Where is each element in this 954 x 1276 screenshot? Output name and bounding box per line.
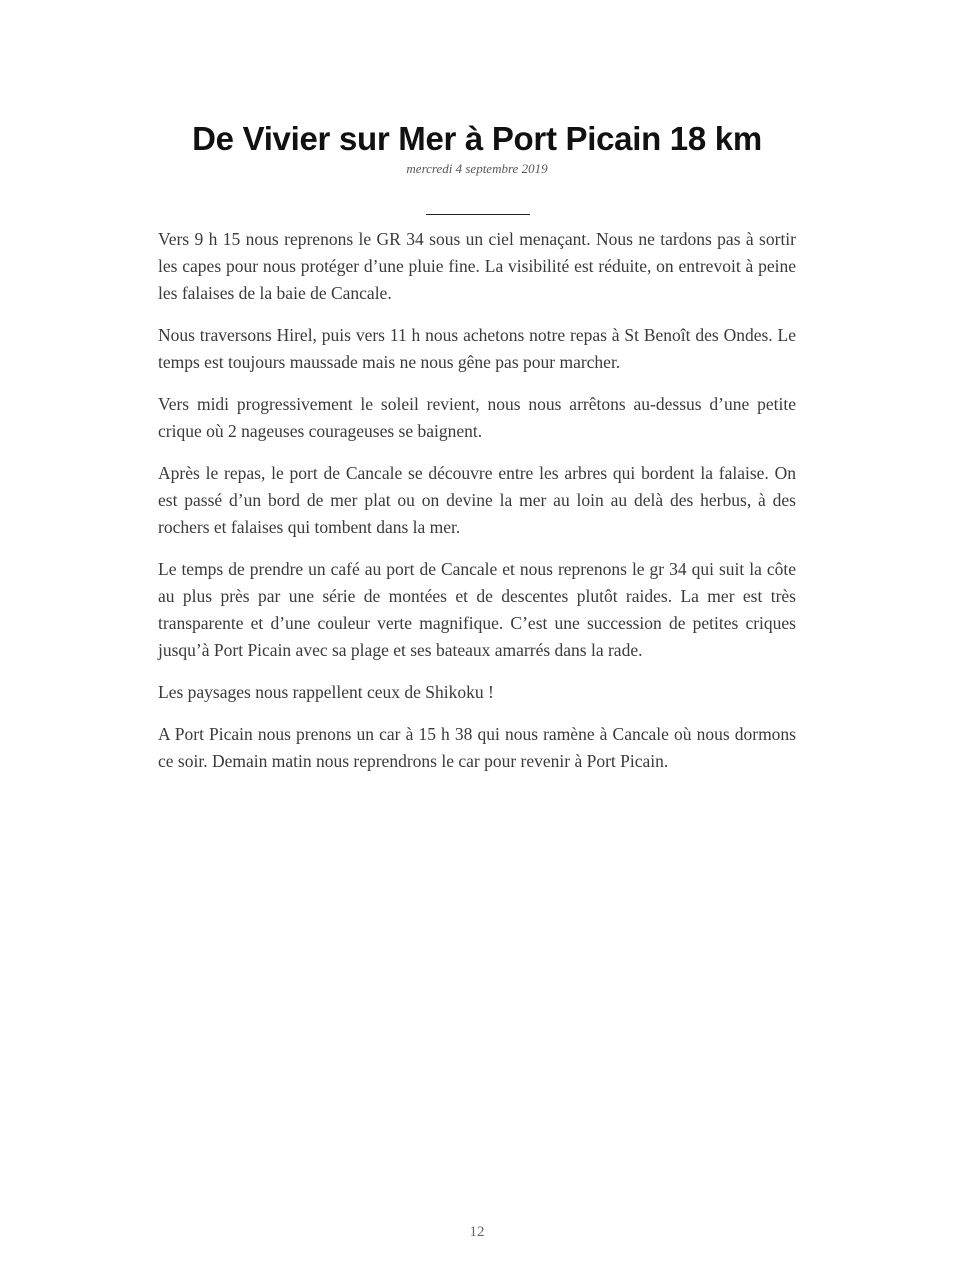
paragraph: Les paysages nous rappellent ceux de Shikoku !	[158, 682, 494, 702]
body-text	[158, 226, 796, 790]
paragraph: Le temps de prendre un café au port de Cancale et nous reprenons le gr 34 qui suit la côte au plus près par une série de montées et de descentes plutôt raides. La mer est très transparente et d’une couleur verte magnifique. C’est une succession de petites criques jusqu’à Port Picain avec sa plage et ses bateaux amarrés dans la rade.	[158, 559, 796, 660]
page-number: 12	[469, 1224, 485, 1240]
entry-date: mercredi 4 septembre 2019	[406, 161, 548, 176]
paragraph: A Port Picain nous prenons un car à 15 h 38 qui nous ramène à Cancale où nous dormons ce soir. Demain matin nous reprendrons le car pour revenir à Port Picain.	[158, 724, 796, 771]
paragraph: Vers midi progressivement le soleil revient, nous nous arrêtons au-dessus d’une petite crique où 2 nageuses courageuses se baignent.	[158, 394, 796, 441]
paragraph: Après le repas, le port de Cancale se découvre entre les arbres qui bordent la falaise. On est passé d’un bord de mer plat ou on devine la mer au loin au delà des herbus, à des rochers et falaises qui tombent dans la mer.	[158, 463, 796, 537]
page-title: De Vivier sur Mer à Port Picain 18 km	[192, 120, 762, 157]
paragraph: Nous traversons Hirel, puis vers 11 h nous achetons notre repas à St Benoît des Ondes. Le temps est toujours maussade mais ne nous gêne pas pour marcher.	[158, 325, 796, 372]
title-separator	[426, 214, 530, 215]
paragraph: Vers 9 h 15 nous reprenons le GR 34 sous un ciel menaçant. Nous ne tardons pas à sortir les capes pour nous protéger d’une pluie fine. La visibilité est réduite, on entrevoit à peine les falaises de la baie de Cancale.	[158, 229, 796, 303]
